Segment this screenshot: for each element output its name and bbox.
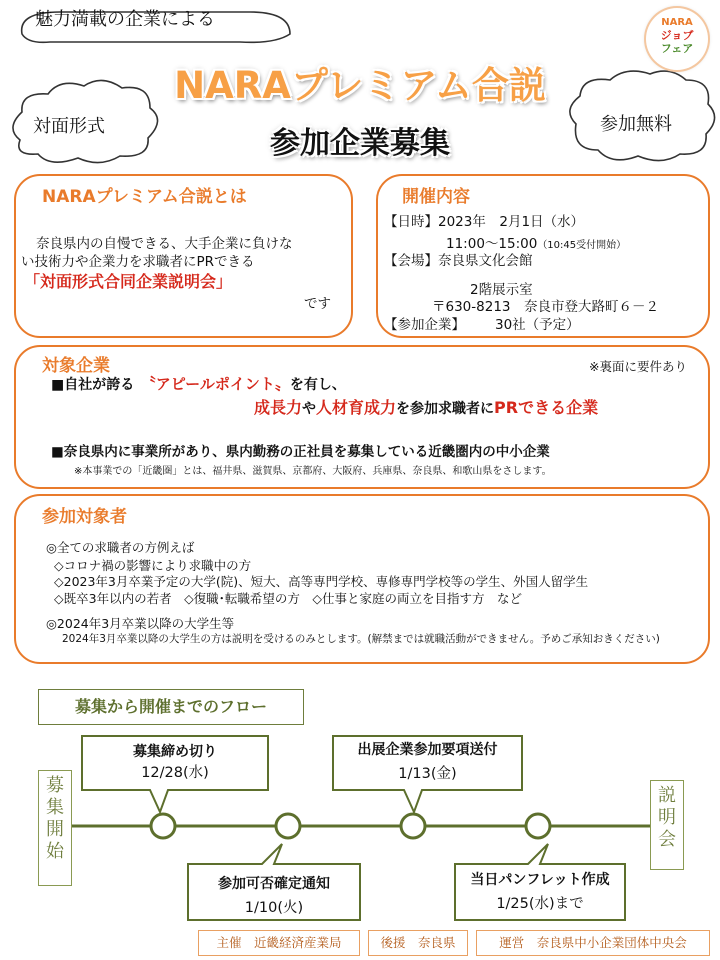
timeline-node-1 <box>151 814 175 838</box>
connector-ya: や <box>302 401 317 417</box>
timeline-node-3 <box>401 814 425 838</box>
step3-label: 出展企業参加要項送付 <box>357 742 498 758</box>
about-line2: い技術力や企業力を求職者にPRできる <box>21 254 255 270</box>
briefing-session <box>650 780 684 870</box>
footer-operator: 運営 奈良県中小企業団体中央会 <box>476 930 710 956</box>
step4-label: 当日パンフレット作成 <box>470 872 610 888</box>
participants-line1: ◎全ての求職者の方例えば <box>46 540 195 555</box>
companies-label: 【参加企業】 <box>384 317 465 333</box>
format-label: 対面形式 <box>33 116 105 137</box>
kinki-definition: ※本事業での「近畿圏」とは、福井県、滋賀県、京都府、大阪府、兵庫県、奈良県、和歌山県をさします。 <box>74 466 552 477</box>
logo-line2: ジョブ <box>660 29 694 42</box>
growth-power: 成長力 <box>254 398 303 417</box>
participants-line5: ◎2024年3月卒業以降の大学生等 <box>46 616 235 631</box>
event-date: 2023年 2月1日（水） <box>438 214 585 230</box>
participants-line6: 2024年3月卒業以降の大学生の方は説明を受けるのみとします。(解禁までは就職活動ができません。予めご承知おきください) <box>62 633 660 645</box>
end-char-3: 会 <box>658 829 676 850</box>
footer-organizer: 主催 近畿経済産業局 <box>198 930 360 956</box>
participants-line2: ◇コロナ禍の影響により求職中の方 <box>54 558 252 573</box>
step1-label: 募集締め切り <box>133 744 217 760</box>
start-char-3: 開 <box>46 819 64 840</box>
requirements-note: ※裏面に要件あり <box>589 359 687 374</box>
step2-label: 参加可否確定通知 <box>218 876 330 892</box>
venue-label: 【会場】 <box>384 253 438 269</box>
start-char-1: 募 <box>46 775 64 796</box>
start-char-2: 集 <box>46 797 64 818</box>
page-subtitle: 参加企業募集 <box>270 126 450 161</box>
timeline-node-4 <box>526 814 550 838</box>
step4-date: 1/25(水)まで <box>496 896 584 912</box>
participants-line3: ◇2023年3月卒業予定の大学(院)、短大、高等専門学校、専修専門学校等の学生、外国人留学生 <box>54 574 589 589</box>
event-section <box>376 174 710 338</box>
flow-title: 募集から開催までのフロー <box>38 689 304 725</box>
participants-line4: ◇既卒3年以内の若者 ◇復職･転職希望の方 ◇仕事と家庭の両立を目指す方 など <box>54 591 523 606</box>
target-companies-title: 対象企業 <box>42 356 110 376</box>
event-title: 開催内容 <box>402 187 470 207</box>
recruitment-start <box>38 770 72 886</box>
nara-job-fair-logo <box>646 8 708 70</box>
free-label: 参加無料 <box>600 114 672 135</box>
venue-address: 〒630-8213 奈良市登大路町６－２ <box>432 299 659 315</box>
venue-room: 2階展示室 <box>470 282 533 298</box>
pr-company: PRできる企業 <box>494 398 599 417</box>
step3-date: 1/13(金) <box>398 766 457 782</box>
end-char-1: 説 <box>658 785 676 806</box>
connector-text: を参加求職者に <box>396 401 495 417</box>
logo-line1: NARA <box>661 17 693 28</box>
about-suffix: です <box>304 296 331 312</box>
tagline: 魅力満載の企業による <box>35 9 215 30</box>
footer-support: 後援 奈良県 <box>368 930 468 956</box>
event-venue: 奈良県文化会館 <box>438 253 533 269</box>
step1-date: 12/28(水) <box>141 765 209 781</box>
hr-development: 人材育成力 <box>316 398 397 417</box>
companies-count: 30社（予定） <box>495 317 580 333</box>
step2-date: 1/10(火) <box>244 900 304 916</box>
participants-section <box>14 494 710 664</box>
page-title: NARAプレミアム合説 <box>174 64 546 107</box>
about-highlight: 「対面形式合同企業説明会」 <box>24 272 233 291</box>
end-char-2: 明 <box>658 807 676 828</box>
date-label: 【日時】 <box>384 214 438 230</box>
sme-requirement: ■奈良県内に事業所があり、県内勤務の正社員を募集している近畿圏内の中小企業 <box>51 444 550 460</box>
target-companies-section <box>14 345 710 489</box>
about-line1: 奈良県内の自慢できる、大手企業に負けな <box>36 236 293 252</box>
reception-note: （10:45受付開始） <box>537 240 627 251</box>
appeal-prefix: ■自社が誇る <box>51 377 149 393</box>
about-title: NARAプレミアム合説とは <box>42 187 247 207</box>
logo-line3: フェア <box>660 42 694 55</box>
participants-title: 参加対象者 <box>42 507 127 527</box>
about-section <box>14 174 353 338</box>
event-time: 11:00～15:00 <box>446 236 538 252</box>
appeal-suffix: を有し、 <box>289 377 346 393</box>
start-char-4: 始 <box>46 841 64 862</box>
appeal-point: 〝アピールポイント〟 <box>148 375 290 393</box>
timeline-node-2 <box>276 814 300 838</box>
